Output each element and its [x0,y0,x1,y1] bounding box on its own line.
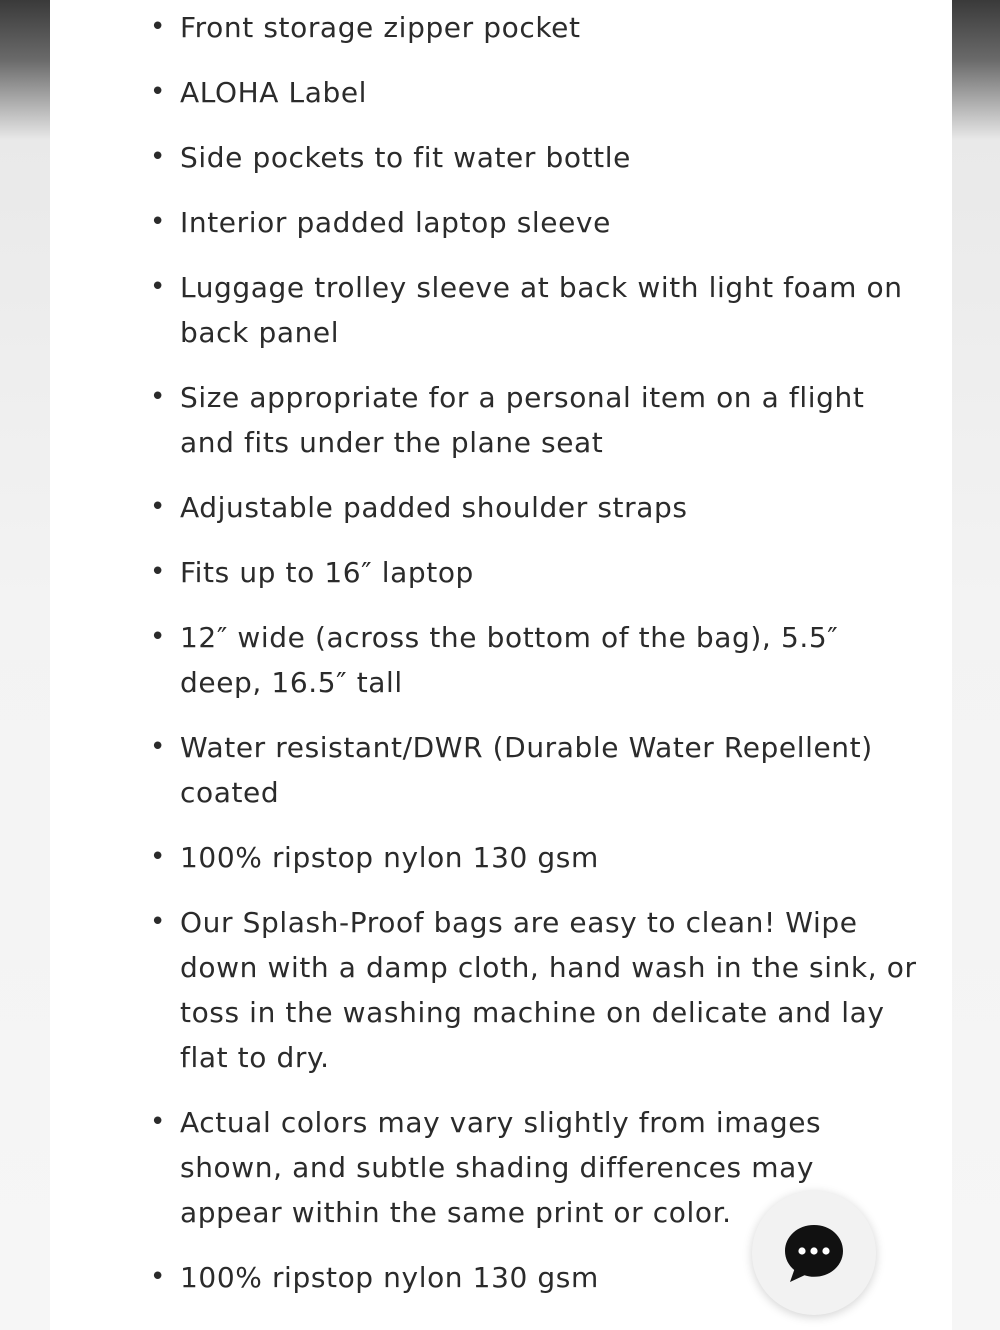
feature-text: Our Splash-Proof bags are easy to clean! Wipe down with a damp cloth, hand wash in the sink, or toss in the washing machine on delicate and lay flat to dry. [180,906,917,1074]
chat-bubble-icon [782,1221,846,1285]
feature-text: Fits up to 16″ laptop [180,556,474,589]
list-item [50,200,952,245]
feature-text: Size appropriate for a personal item on a flight and fits under the plane seat [180,381,865,459]
bullet: • [150,12,166,42]
bullet: • [150,207,166,237]
bullet: • [150,557,166,587]
bullet: • [150,907,166,937]
feature-text: Actual colors may vary slightly from images shown, and subtle shading differences may appear within the same print or color. [180,1106,822,1229]
list-item [50,70,952,115]
feature-text: ALOHA Label [180,76,368,109]
feature-text: 12″ wide (across the bottom of the bag), 5.5″ deep, 16.5″ tall [180,621,839,699]
bullet: • [150,77,166,107]
list-item [50,725,952,815]
bullet: • [150,1107,166,1137]
list-item [50,135,952,180]
feature-text: 100% ripstop nylon 130 gsm [180,841,599,874]
bullet: • [150,492,166,522]
feature-list [50,0,952,1320]
product-description-panel [50,0,952,1330]
list-item [50,835,952,880]
bullet: • [150,842,166,872]
list-item [50,550,952,595]
feature-text: Front storage zipper pocket [180,11,581,44]
feature-text: Water resistant/DWR (Durable Water Repellent) coated [180,731,873,809]
list-item [50,5,952,50]
feature-text: Luggage trolley sleeve at back with light foam on back panel [180,271,903,349]
bullet: • [150,622,166,652]
feature-text: Side pockets to fit water bottle [180,141,631,174]
feature-text: Interior padded laptop sleeve [180,206,611,239]
feature-text: Adjustable padded shoulder straps [180,491,688,524]
list-item [50,615,952,705]
bullet: • [150,142,166,172]
chat-button[interactable] [752,1191,876,1315]
bullet: • [150,1262,166,1292]
list-item [50,900,952,1080]
bullet: • [150,382,166,412]
feature-text: 100% ripstop nylon 130 gsm [180,1261,599,1294]
list-item [50,265,952,355]
bullet: • [150,732,166,762]
list-item [50,485,952,530]
list-item [50,375,952,465]
bullet: • [150,272,166,302]
